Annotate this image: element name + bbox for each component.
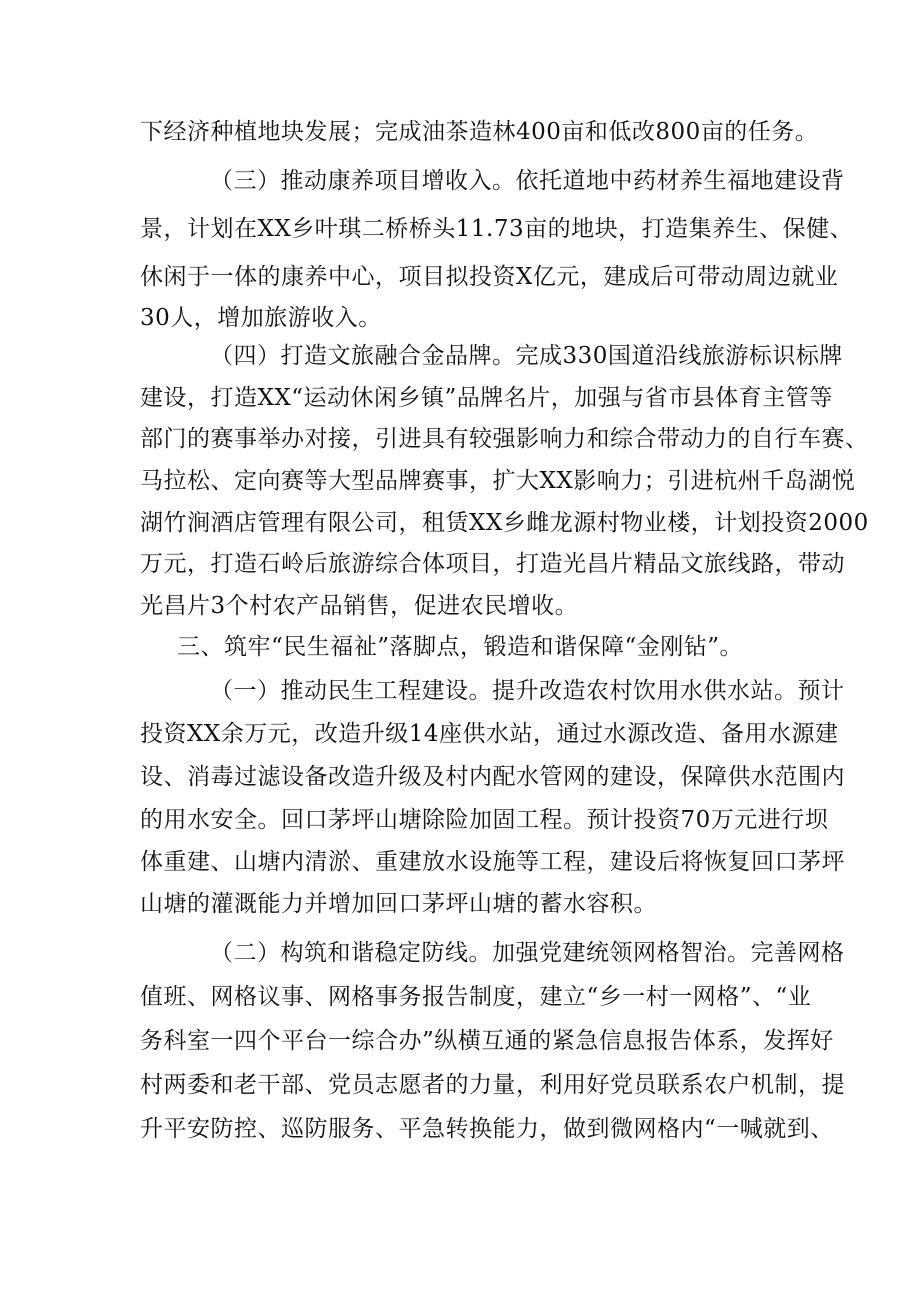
text-line: 值班、网格议事、网格事务报告制度，建立“乡一村一网格”、“业 [140,984,812,1010]
text-line: 山塘的灌溉能力并增加回口茅坪山塘的蓄水容积。 [140,891,657,917]
text-line: 休闲于一体的康养中心，项目拟投资X亿元，建成后可带动周边就业 [140,264,839,290]
text-line: 升平安防控、巡防服务、平急转换能力，做到微网格内“一喊就到、 [140,1116,834,1142]
text-line: 部门的赛事举办对接，引进具有较强影响力和综合带动力的自行车赛、 [140,426,869,452]
text-line: 万元，打造石岭后旅游综合体项目，打造光昌片精品文旅线路，带动 [140,551,845,577]
text-line: 下经济种植地块发展；完成油茶造林400亩和低改800亩的任务。 [140,119,819,145]
text-line: 光昌片3个村农产品销售，促进农民增收。 [140,593,579,619]
text-line: 建设，打造XX“运动休闲乡镇”品牌名片，加强与省市县体育主管等 [140,385,833,411]
paragraph-heading-2: （二）构筑和谐稳定防线。加强党建统领网格智治。完善网格 [210,940,845,966]
text-line: 的用水安全。回口茅坪山塘除险加固工程。预计投资70万元进行坝 [140,807,829,833]
text-line: 湖竹涧酒店管理有限公司，租赁XX乡雌龙源村物业楼，计划投资2000 [140,510,869,536]
text-line: 景，计划在XX乡叶琪二桥桥头11.73亩的地块，打造集养生、保健、 [140,216,854,242]
text-line: 30人，增加旅游收入。 [140,305,382,331]
text-line: 村两委和老干部、党员志愿者的力量，利用好党员联系农户机制，提 [140,1072,845,1098]
text-line: 投资XX余万元，改造升级14座供水站，通过水源改造、备用水源建 [140,721,839,747]
text-line: 马拉松、定向赛等大型品牌赛事，扩大XX影响力；引进杭州千岛湖悦 [140,468,856,494]
paragraph-heading-1: （一）推动民生工程建设。提升改造农村饮用水供水站。预计 [210,678,845,704]
text-line: 设、消毒过滤设备改造升级及村内配水管网的建设，保障供水范围内 [140,764,845,790]
text-line: 务科室一四个平台一综合办”纵横互通的紧急信息报告体系，发挥好 [140,1028,834,1054]
paragraph-heading-4: （四）打造文旅融合金品牌。完成330国道沿线旅游标识标牌 [210,343,843,369]
section-heading: 三、筑牢“民生福祉”落脚点，锻造和谐保障“金刚钻”。 [177,634,744,660]
paragraph-heading-3: （三）推动康养项目增收入。依托道地中药材养生福地建设背 [210,168,845,194]
text-line: 体重建、山塘内清淤、重建放水设施等工程，建设后将恢复回口茅坪 [140,849,845,875]
